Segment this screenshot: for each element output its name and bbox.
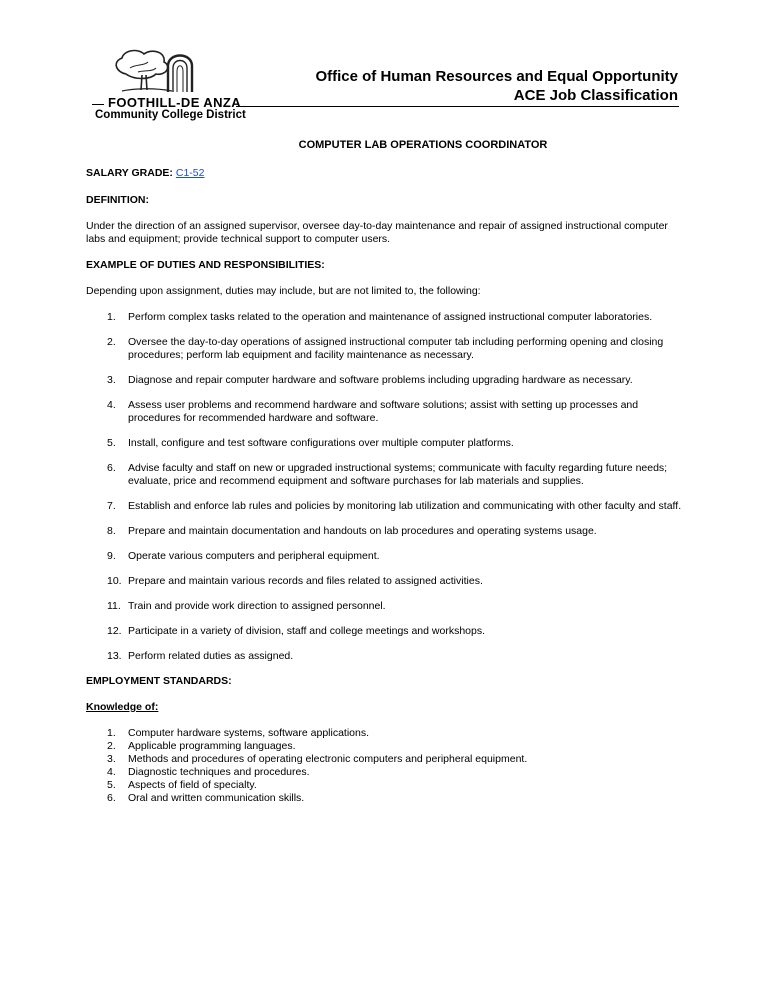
definition-text: Under the direction of an assigned supervisor, oversee day-to-day maintenance and repair of assigned instructional computer labs and equipment; provide technical support to computer users.: [86, 220, 668, 245]
list-item: 9. Operate various computers and peripheral equipment.: [107, 550, 380, 562]
salary-label: SALARY GRADE:: [86, 167, 173, 179]
duties-heading: EXAMPLE OF DUTIES AND RESPONSIBILITIES:: [86, 259, 325, 271]
salary-grade: [86, 167, 686, 180]
document-body: [86, 139, 686, 805]
logo-dash: [92, 104, 104, 105]
list-item: 6. Advise faculty and staff on new or upgraded instructional systems; communicate with faculty regarding future needs; evaluate, price and recommend equipment and software purchases for lab materials and supplies.: [107, 462, 668, 487]
employment-heading: EMPLOYMENT STANDARDS:: [86, 675, 232, 687]
list-item: 13. Perform related duties as assigned.: [107, 650, 294, 662]
list-item: 10. Prepare and maintain various records and files related to assigned activities.: [107, 575, 483, 587]
list-item: 3. Diagnose and repair computer hardware and software problems including upgrading hardware as necessary.: [107, 374, 633, 386]
list-item: 2. Applicable programming languages.: [107, 740, 296, 752]
list-item: 3. Methods and procedures of operating electronic computers and peripheral equipment.: [107, 753, 528, 765]
list-item: 7. Establish and enforce lab rules and policies by monitoring lab utilization and communicating with other faculty and staff.: [107, 500, 682, 512]
duties-list: [107, 311, 686, 663]
list-item: 8. Prepare and maintain documentation and handouts on lab procedures and operating systems usage.: [107, 525, 597, 537]
list-item: 5. Aspects of field of specialty.: [107, 779, 257, 791]
knowledge-heading: Knowledge of:: [86, 701, 159, 713]
list-item: 2. Oversee the day-to-day operations of assigned instructional computer tab including performing opening and closing procedures; perform lab equipment and facility maintenance as necessary.: [107, 336, 664, 361]
definition-heading: DEFINITION:: [86, 194, 149, 206]
list-item: 12. Participate in a variety of division, staff and college meetings and workshops.: [107, 625, 485, 637]
list-item: 1. Perform complex tasks related to the operation and maintenance of assigned instructional computer laboratories.: [107, 311, 653, 323]
list-item: 4. Diagnostic techniques and procedures.: [107, 766, 310, 778]
knowledge-list: [107, 727, 686, 805]
salary-grade-link[interactable]: C1-52: [175, 167, 205, 179]
job-title: COMPUTER LAB OPERATIONS COORDINATOR: [298, 139, 548, 151]
classification-title: ACE Job Classification: [513, 87, 678, 104]
office-title: Office of Human Resources and Equal Opportunity: [315, 68, 678, 85]
logo-subtitle: Community College District: [95, 109, 246, 121]
list-item: 11. Train and provide work direction to assigned personnel.: [107, 600, 386, 612]
list-item: 5. Install, configure and test software configurations over multiple computer platforms.: [107, 437, 514, 449]
duties-intro: Depending upon assignment, duties may include, but are not limited to, the following:: [86, 285, 481, 297]
list-item: 6. Oral and written communication skills.: [107, 792, 305, 804]
header-rule: [236, 106, 679, 107]
list-item: 1. Computer hardware systems, software applications.: [107, 727, 370, 739]
list-item: 4. Assess user problems and recommend hardware and software solutions; assist with setting up processes and procedures for recommended hardware and software.: [107, 399, 639, 424]
logo-name: FOOTHILL-DE ANZA: [108, 95, 242, 110]
office-header: [315, 67, 678, 105]
